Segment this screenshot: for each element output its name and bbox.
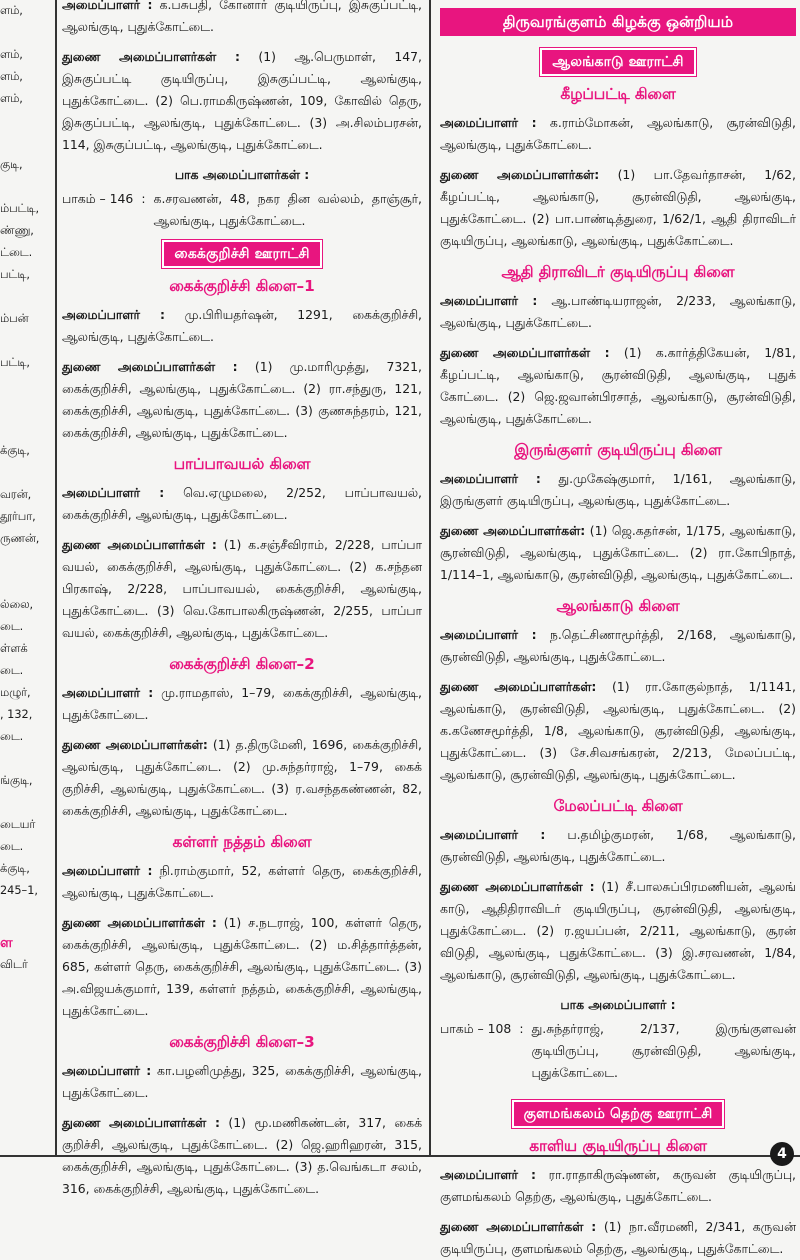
left-fragment: க்குடி,: [0, 862, 30, 875]
left-fragment: [0, 572, 52, 594]
middle-sections: [62, 274, 422, 1200]
right-baga-entry: பாகம் – 108 : து.சுந்தர்ராஜ், 2/137, இருங்குளவன் குடியிருப்பு, சூரன்விடுதி, ஆலங்குடி, புதுக்கோட்டை.: [440, 1021, 796, 1080]
left-fragment: [0, 286, 52, 308]
deputy-entry: [440, 676, 796, 786]
left-fragment: 245–1,: [0, 884, 38, 897]
deputy-entry-text: (1) பா.தேவர்தாசன், 1/62, கீழப்பட்டி, ஆலங்காடு, சூரன்விடுதி, ஆலங்குடி, புதுக்கோட்டை. (2) பா.பாண்டித்துரை, 1/62/1, ஆதி திராவிடர் குடியிருப்பு, ஆலங்காடு, ஆலங்குடி, புதுக்கோட்டை.: [440, 167, 796, 248]
left-fragment: [0, 132, 52, 154]
left-fragment: [0, 418, 52, 440]
organizer-entry: [62, 1060, 422, 1104]
footer-rule: [0, 1155, 800, 1157]
deputy-entry: [440, 876, 796, 986]
deputy-entry-text: (1) ஜெ.கதர்சன், 1/175, ஆலங்காடு, சூரன்விடுதி, ஆலங்குடி, புதுக்கோட்டை. (2) ரா.கோபிநாத், 1/114–1, ஆலங்காடு, சூரன்விடுதி, ஆலங்குடி, புதுக்கோட்டை.: [440, 523, 796, 582]
page-number: 4: [770, 1142, 794, 1166]
deputy-entry: [62, 534, 422, 644]
panchayat-banner-1: ஆலங்காடு ஊராட்சி: [540, 48, 695, 76]
section-title: கைக்குறிச்சி கிளை–2: [169, 655, 315, 673]
section-title: கள்ளர் நத்தம் கிளை: [172, 833, 312, 851]
deputy-entry-label: துணை அமைப்பாளர்கள் :: [440, 1219, 597, 1234]
organizer-entry-text: க.ராம்மோகன், ஆலங்காடு, சூரன்விடுதி, ஆலங்குடி, புதுக்கோட்டை.: [440, 115, 796, 152]
union-heading: திருவரங்குளம் கிழக்கு ஒன்றியம்: [440, 8, 796, 36]
organizer-entry-label: அமைப்பாளர் :: [440, 1167, 536, 1182]
deputy-entry: [62, 734, 422, 822]
deputy-entry-label: துணை அமைப்பாளர்கள் :: [62, 915, 217, 930]
section-title: பாப்பாவயல் கிளை: [173, 455, 311, 473]
right-sections-2: [440, 1134, 796, 1260]
deputy-entry-text: (1) க.சஞ்சீவிராம், 2/228, பாப்பா வயல், கைக்குறிச்சி, ஆலங்குடி, புதுக்கோட்டை. (2) க.சந்தன பிரகாஷ், 2/228, பாப்பாவயல், கைக்குறிச்சி, ஆலங்குடி, புதுக்கோட்டை. (3) வெ.கோபாலகிருஷ்ணன், 2/255, பாப்பா வயல், கைக்குறிச்சி, ஆலங்குடி, புதுக்கோட்டை.: [62, 537, 422, 640]
left-fragment: [0, 792, 52, 814]
deputy-entry-label: துணை அமைப்பாளர்கள்:: [440, 167, 600, 182]
organizer-entry: [62, 304, 422, 348]
deputy-entry-text: (1) மூ.மணிகண்டன், 317, கைக் குறிச்சி, ஆலங்குடி, புதுக்கோட்டை. (2) ஜெ.ஹரிஹரன், 315, கைக்குறிச்சி, ஆலங்குடி, புதுக்கோட்டை. (3) த.வெங்கடா சலம், 316, கைக்குறிச்சி, ஆலங்குடி, புதுக்கோட்டை.: [62, 1115, 422, 1196]
left-fragment: ளம்,: [0, 92, 23, 105]
panchayat-banner-2: குளமங்கலம் தெற்கு ஊராட்சி: [512, 1100, 725, 1128]
left-fragment: [0, 550, 52, 572]
organizer-entry: [440, 624, 796, 668]
organizer-entry: [440, 824, 796, 868]
organizer-entry-label: அமைப்பாளர் :: [440, 627, 537, 642]
deputy-entry-label: துணை அமைப்பாளர்கள்:: [440, 523, 586, 538]
left-fragment: டை.: [0, 730, 24, 743]
organizer-entry-text: மு.பிரியதர்ஷன், 1291, கைக்குறிச்சி, ஆலங்குடி, புதுக்கோட்டை.: [62, 307, 422, 344]
middle-column: [62, 0, 422, 1196]
organizer-entry-label: அமைப்பாளர் :: [62, 485, 165, 500]
section-title: கீழப்பட்டி கிளை: [560, 85, 676, 103]
left-fragment: ளம்,: [0, 48, 23, 61]
organizer-entry-text: கா.பழனிமுத்து, 325, கைக்குறிச்சி, ஆலங்குடி, புதுக்கோட்டை.: [62, 1063, 422, 1100]
organizer-entry: [62, 482, 422, 526]
left-fragment: டையர்: [0, 818, 36, 831]
organizer-entry-label: அமைப்பாளர் :: [62, 1063, 152, 1078]
deputy-entry-label: துணை அமைப்பாளர்கள் :: [62, 359, 238, 374]
left-fragment: ளம்,: [0, 4, 23, 17]
left-fragment: ம்பன்: [0, 312, 29, 325]
baga-entry: பாகம் – 146 : க.சரவணன், 48, நகர தின வல்லம், தாஞ்சூர், ஆலங்குடி, புதுக்கோட்டை.: [62, 191, 422, 228]
deputy-entry-text: (1) மு.மாரிமுத்து, 7321, கைக்குறிச்சி, ஆலங்குடி, புதுக்கோட்டை. (2) ரா.சந்துரு, 121, கைக்குறிச்சி, ஆலங்குடி, புதுக்கோட்டை. (3) குணசுந்தரம், 121, கைக்குறிச்சி, ஆலங்குடி, புதுக்கோட்டை.: [62, 359, 422, 440]
left-fragment: ள்ளக்: [0, 642, 28, 655]
organizer-entry: [440, 468, 796, 512]
organizer-entry: [440, 1164, 796, 1208]
left-fragment: தூர்பா,: [0, 510, 36, 523]
deputy-entry-label: துணை அமைப்பாளர்கள்:: [440, 679, 597, 694]
left-fragment: ருணன்,: [0, 532, 40, 545]
deputy-entry-text: (1) நா.வீரமணி, 2/341, கருவன் குடியிருப்பு, குளமங்கலம் தெற்கு, ஆலங்குடி, புதுக்கோட்டை.: [440, 1219, 796, 1256]
section-title: ஆலங்காடு கிளை: [556, 597, 680, 615]
organizer-entry-text: மு.ராமதாஸ், 1–79, கைக்குறிச்சி, ஆலங்குடி, புதுக்கோட்டை.: [62, 685, 422, 722]
organizer-entry: [62, 682, 422, 726]
organizer-entry-label: அமைப்பாளர் :: [440, 115, 537, 130]
organizer-entry-label: அமைப்பாளர் :: [62, 685, 154, 700]
organizer-entry-text: து.முகேஷ்குமார், 1/161, ஆலங்காடு, இருங்குளர் குடியிருப்பு, ஆலங்குடி, புதுக்கோட்டை.: [440, 471, 796, 508]
organizer-entry-text: ஆ.பாண்டியராஜன், 2/233, ஆலங்காடு, ஆலங்குடி, புதுக்கோட்டை.: [440, 293, 796, 330]
right-sections-1: [440, 82, 796, 986]
deputy-entry-text: (1) க.கார்த்திகேயன், 1/81, கீழப்பட்டி, ஆலங்காடு, சூரன்விடுதி, ஆலங்குடி, புதுக் கோட்டை. (2) ஜெ.ஜவான்பிரசாத், ஆலங்காடு, சூரன்விடுதி, ஆலங்குடி, புதுக்கோட்டை.: [440, 345, 796, 426]
left-fragment: டை.: [0, 840, 24, 853]
section-title: காளிய குடியிருப்பு கிளை: [529, 1137, 707, 1155]
right-column: [440, 0, 796, 1256]
left-fragment: [0, 330, 52, 352]
organizer-entry-label: அமைப்பாளர் :: [440, 293, 538, 308]
section-title: ஆதி திராவிடர் குடியிருப்பு கிளை: [501, 263, 735, 281]
deputy-entry-label: துணை அமைப்பாளர்கள் :: [62, 537, 217, 552]
top-deputies: துணை அமைப்பாளர்கள் : (1) ஆ.பெருமாள், 147, இசுகுப்பட்டி குடியிருப்பு, இசுகுப்பட்டி, ஆலங்குடி, புதுக்கோட்டை. (2) பெ.ராமகிருஷ்ணன், 109, கோவில் தெரு, இசுகுப்பட்டி, ஆலங்குடி, புதுக்கோட்டை. (3) அ.சிலம்பரசன், 114, இசுகுப்பட்டி, ஆலங்குடி, புதுக்கோட்டை.: [62, 49, 422, 152]
left-fragment: [0, 110, 52, 132]
left-fragments: [0, 0, 52, 902]
column-divider-left: [55, 0, 57, 1155]
section-title: கைக்குறிச்சி கிளை–3: [169, 1033, 315, 1051]
organizer-entry-text: ந.தெட்சிணாமூர்த்தி, 2/168, ஆலங்காடு, சூரன்விடுதி, ஆலங்குடி, புதுக்கோட்டை.: [440, 627, 796, 664]
organizer-entry-label: அமைப்பாளர் :: [62, 863, 153, 878]
section-title: கைக்குறிச்சி கிளை–1: [169, 277, 315, 295]
deputy-entry-label: துணை அமைப்பாளர்கள்:: [62, 737, 208, 752]
left-fragment: [0, 176, 52, 198]
organizer-entry-text: ப.தமிழ்குமரன், 1/68, ஆலங்காடு, சூரன்விடுதி, ஆலங்குடி, புதுக்கோட்டை.: [440, 827, 796, 864]
left-fragment: டை.: [0, 620, 24, 633]
left-cropped-column: [0, 0, 52, 1155]
organizer-entry-text: வெ.ஏழுமலை, 2/252, பாப்பாவயல், கைக்குறிச்சி, ஆலங்குடி, புதுக்கோட்டை.: [62, 485, 422, 522]
organizer-entry: [440, 290, 796, 334]
left-fragment: வரன்,: [0, 488, 32, 501]
left-pink-fragment: ள: [0, 935, 13, 951]
left-fragment: ங்குடி,: [0, 774, 33, 787]
deputy-entry-label: துணை அமைப்பாளர்கள் :: [440, 879, 595, 894]
organizer-entry: [62, 860, 422, 904]
left-fragment: ட்டை.: [0, 246, 33, 259]
top-organizer: அமைப்பாளர் : க.பசுபதி, கோனார் குடியிருப்பு, இசுகுப்பட்டி, ஆலங்குடி, புதுக்கோட்டை.: [62, 0, 422, 34]
deputy-entry-label: துணை அமைப்பாளர்கள் :: [62, 1115, 220, 1130]
deputy-entry-label: துணை அமைப்பாளர்கள் :: [440, 345, 610, 360]
deputy-entry-text: (1) ரா.கோகுல்நாத், 1/1141, ஆலங்காடு, சூரன்விடுதி, ஆலங்குடி, புதுக்கோட்டை. (2) க.கணேசமூர்த்தி, 1/8, ஆலங்காடு, சூரன்விடுதி, ஆலங்குடி, புதுக்கோட்டை. (3) சே.சிவசங்கரன், 2/213, மேலப்பட்டி, ஆலங்காடு, சூரன்விடுதி, ஆலங்குடி, புதுக்கோட்டை.: [440, 679, 796, 782]
left-fragment: ண்ணு,: [0, 224, 34, 237]
organizer-entry-label: அமைப்பாளர் :: [440, 471, 541, 486]
deputy-entry: [440, 164, 796, 252]
left-fragment: ம்பட்டி,: [0, 202, 40, 215]
organizer-entry-text: நி.ராம்குமார், 52, கள்ளர் தெரு, கைக்குறிச்சி, ஆலங்குடி, புதுக்கோட்டை.: [62, 863, 422, 900]
left-fragment: [0, 748, 52, 770]
left-fragment: [0, 462, 52, 484]
left-fragment: மழுர்,: [0, 686, 31, 699]
left-fragment: [0, 374, 52, 396]
baga-heading: பாக அமைப்பாளர்கள் :: [174, 167, 310, 182]
left-fragment: பட்டி,: [0, 268, 30, 281]
deputy-entry-text: (1) ச.நடராஜ், 100, கள்ளர் தெரு, கைக்குறிச்சி, ஆலங்குடி, புதுக்கோட்டை. (2) ம.சித்தார்த்தன், 685, கள்ளர் தெரு, கைக்குறிச்சி, ஆலங்குடி, புதுக்கோட்டை. (3) அ.விஜயக்குமார், 139, கள்ளர் நத்தம், கைக்குறிச்சி, ஆலங்குடி, புதுக்கோட்டை.: [62, 915, 422, 1018]
deputy-entry: [62, 356, 422, 444]
deputy-entry: [440, 520, 796, 586]
deputy-entry: [440, 342, 796, 430]
section-title: இருங்குளர் குடியிருப்பு கிளை: [514, 441, 722, 459]
left-fragment: பட்டி,: [0, 356, 30, 369]
organizer-entry-text: ரா.ராதாகிருஷ்ணன், கருவன் குடியிருப்பு, குளமங்கலம் தெற்கு, ஆலங்குடி, புதுக்கோட்டை.: [440, 1167, 796, 1204]
column-divider-right: [429, 0, 431, 1155]
section-title: மேலப்பட்டி கிளை: [553, 797, 683, 815]
panchayat-banner: கைக்குறிச்சி ஊராட்சி: [162, 240, 321, 268]
organizer-entry-label: அமைப்பாளர் :: [62, 307, 166, 322]
left-fragment: குடி,: [0, 158, 23, 171]
deputy-entry-text: (1) த.திருமேனி, 1696, கைக்குறிச்சி, ஆலங்குடி, புதுக்கோட்டை. (2) மு.சுந்தர்ராஜ், 1–79, கைக் குறிச்சி, ஆலங்குடி, புதுக்கோட்டை. (3) ர.வசந்தகண்ணன், 82, கைக்குறிச்சி, ஆலங்குடி, புதுக்கோட்டை.: [62, 737, 422, 818]
left-fragment: [0, 396, 52, 418]
left-fragment: டை.: [0, 664, 24, 677]
left-fragment: , 132,: [0, 708, 33, 721]
right-baga-heading: பாக அமைப்பாளர் :: [560, 997, 676, 1012]
left-fragment: [0, 22, 52, 44]
left-fragment: க்குடி,: [0, 444, 30, 457]
left-fragment: ல்லை,: [0, 598, 34, 611]
deputy-entry: [62, 912, 422, 1022]
deputy-entry: [440, 1216, 796, 1260]
left-fragment: ளம்,: [0, 70, 23, 83]
organizer-entry-label: அமைப்பாளர் :: [440, 827, 546, 842]
deputy-entry-text: (1) சீ.பாலசுப்பிரமணியன், ஆலங் காடு, ஆதிதிராவிடர் குடியிருப்பு, சூரன்விடுதி, ஆலங்குடி, புதுக்கோட்டை. (2) ர.ஜயப்பன், 2/211, ஆலங்காடு, சூரன் விடுதி, ஆலங்குடி, புதுக்கோட்டை. (3) இ.சரவணன், 1/84, ஆலங்காடு, சூரன்விடுதி, ஆலங்குடி, புதுக்கோட்டை.: [440, 879, 796, 982]
organizer-entry: [440, 112, 796, 156]
left-last-fragment: விடர்: [0, 958, 28, 971]
